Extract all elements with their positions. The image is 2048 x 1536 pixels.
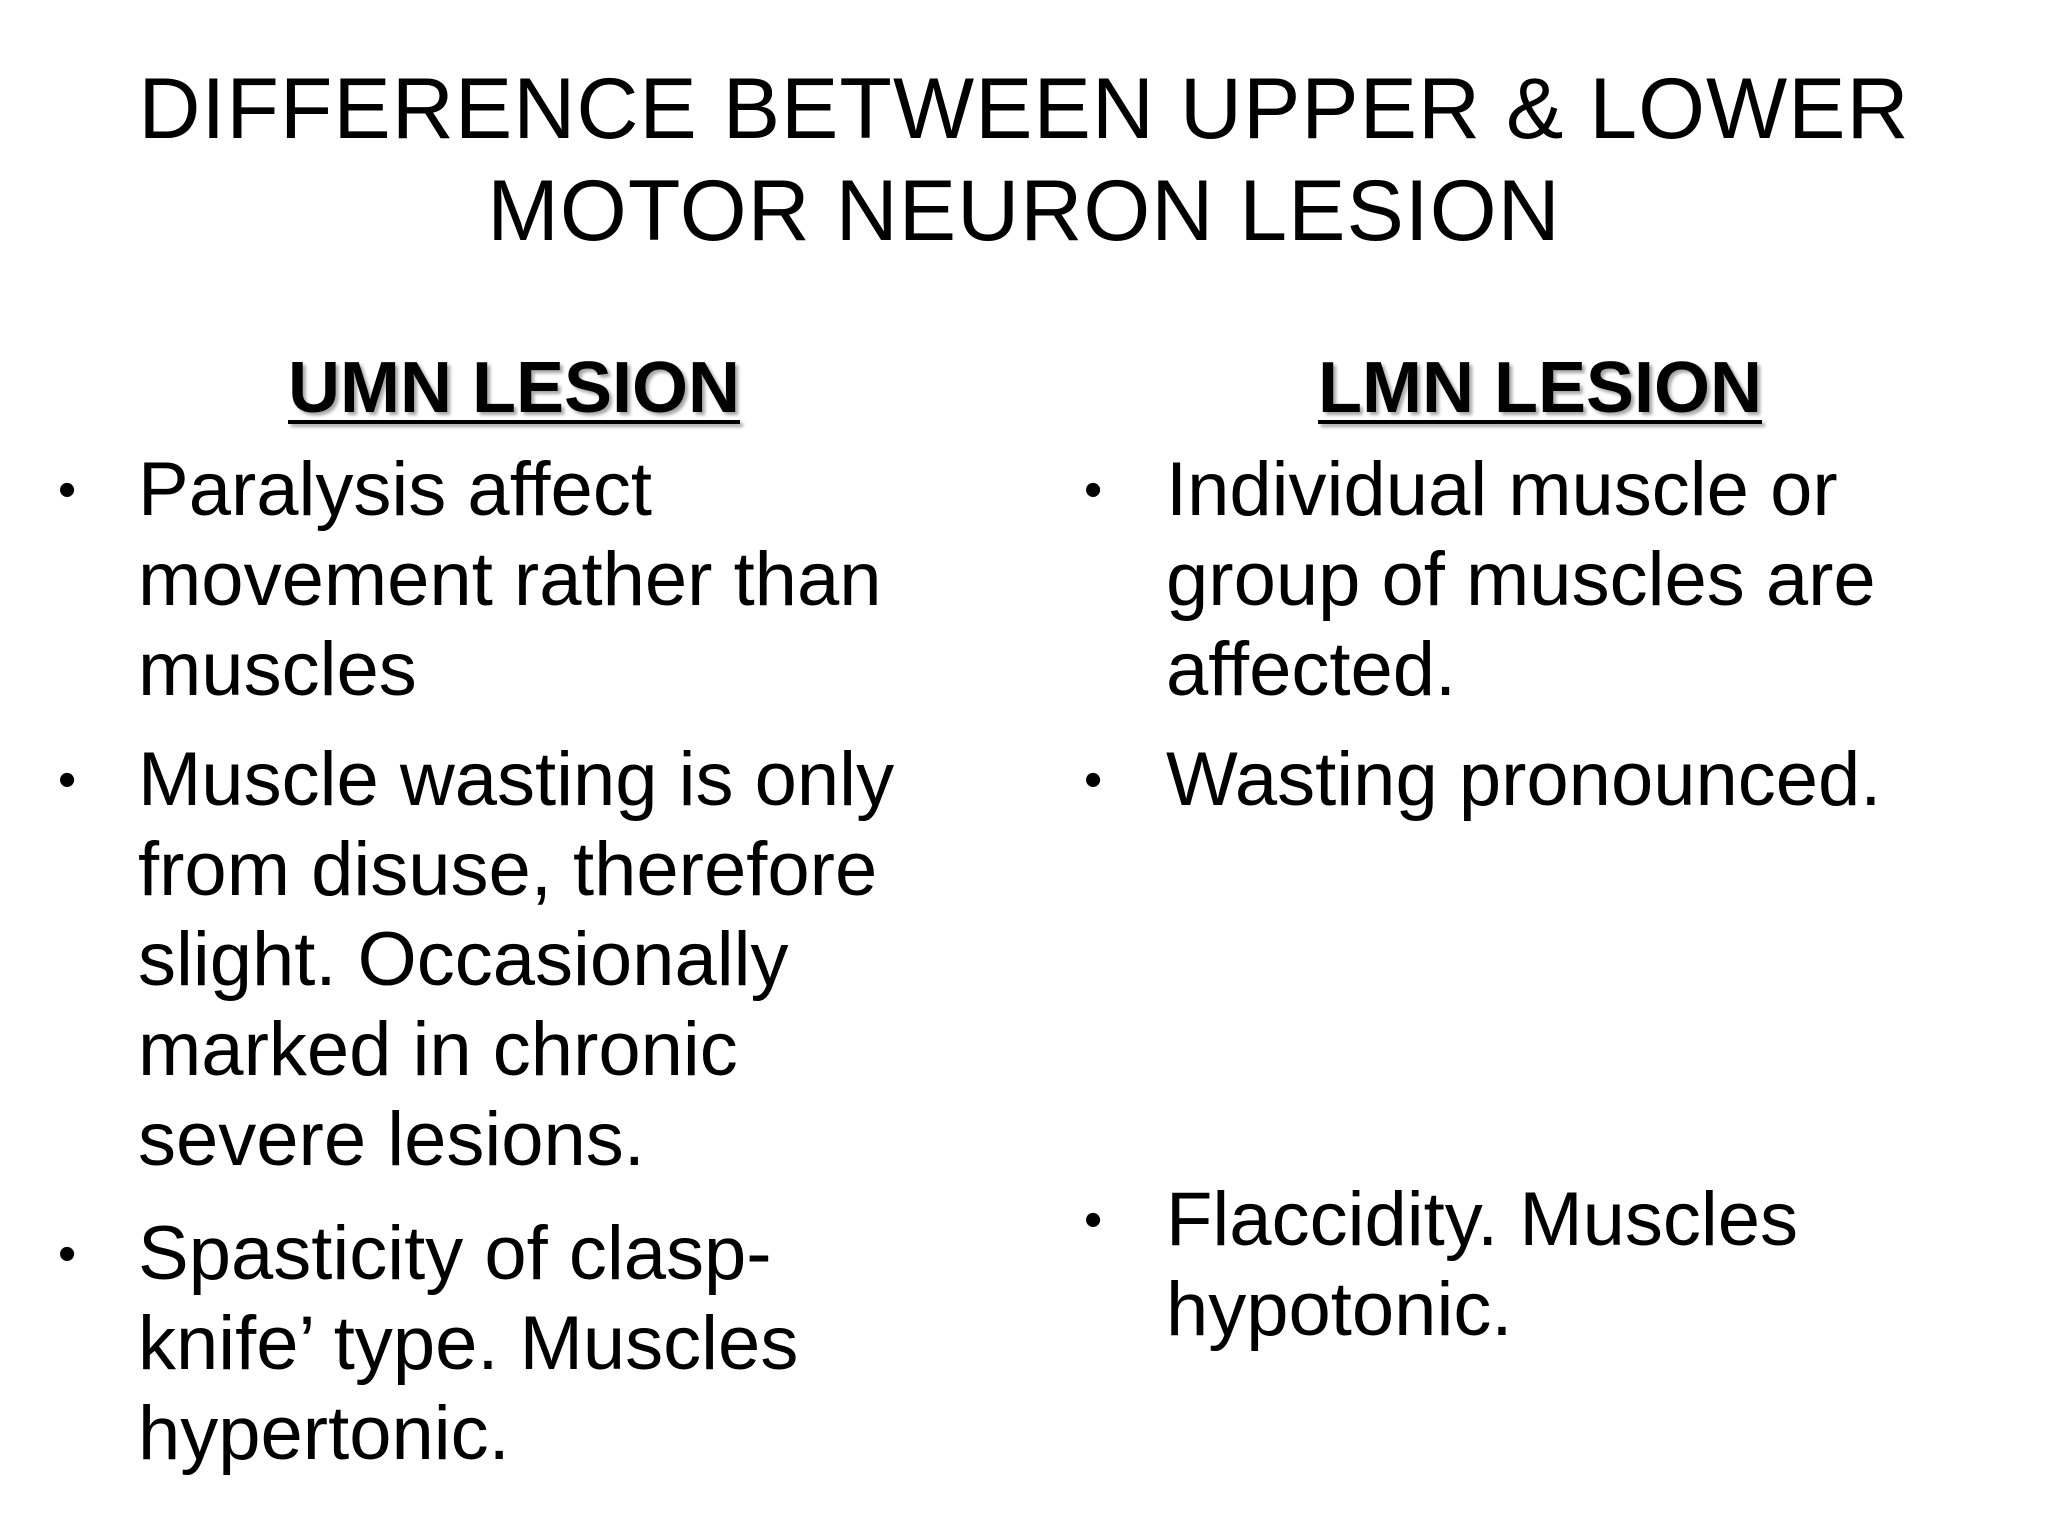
umn-bullet-1-text: Paralysis affect movement rather than muscles xyxy=(138,447,882,712)
bullet-icon: • xyxy=(1084,751,1103,809)
umn-heading: UMN LESION xyxy=(288,348,741,428)
slide-title-line-2: MOTOR NEURON LESION xyxy=(487,163,1561,259)
bullet-icon: • xyxy=(1084,1191,1103,1249)
slide-title xyxy=(0,58,2048,262)
bullet-icon: • xyxy=(1084,461,1103,519)
lmn-bullet-3-text: Flaccidity. Muscles hypotonic. xyxy=(1166,1177,1799,1352)
lmn-bullet-1-text: Individual muscle or group of muscles are affected. xyxy=(1166,447,1876,712)
umn-bullet-2-text: Muscle wasting is only from disuse, therefore slight. Occasionally marked in chronic severe lesions. xyxy=(138,737,895,1182)
bullet-icon: • xyxy=(58,751,77,809)
lmn-bullet-2-text: Wasting pronounced. xyxy=(1166,737,1882,822)
slide-title-line-1: DIFFERENCE BETWEEN UPPER & LOWER xyxy=(138,61,1910,157)
bullet-icon: • xyxy=(58,461,77,519)
umn-bullet-3-text: Spasticity of clasp- knife’ type. Muscles hypertonic. xyxy=(138,1211,799,1476)
bullet-icon: • xyxy=(58,1225,77,1283)
lmn-heading: LMN LESION xyxy=(1318,348,1762,428)
